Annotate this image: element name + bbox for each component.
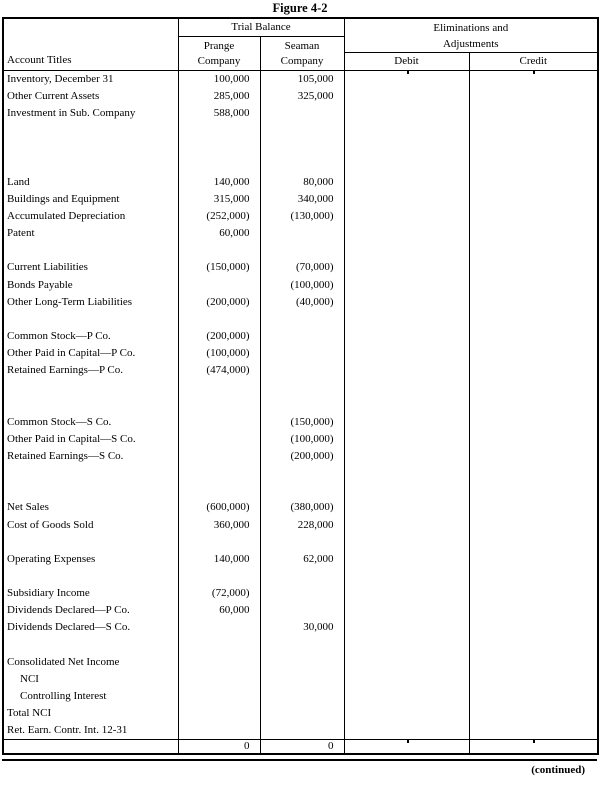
table-row	[3, 362, 598, 379]
table-footer	[3, 740, 598, 755]
account-title-cell: Dividends Declared—S Co.	[7, 621, 131, 634]
seaman-value-cell	[260, 585, 344, 602]
table-row	[3, 71, 598, 89]
credit-value-cell	[469, 465, 598, 482]
seaman-value-cell	[260, 157, 344, 174]
account-title-cell: Investment in Sub. Company	[7, 107, 136, 120]
credit-value-cell	[469, 482, 598, 499]
account-title-cell	[3, 157, 178, 174]
debit-header: Debit	[344, 53, 469, 71]
account-title-cell: Other Current Assets	[7, 90, 100, 103]
account-title-cell: Common Stock—S Co.	[7, 415, 112, 428]
seaman-value-cell: 105,000	[260, 71, 344, 89]
credit-value-cell	[469, 362, 598, 379]
credit-value-cell	[469, 517, 598, 534]
debit-value-cell	[344, 242, 469, 259]
table-row	[3, 465, 598, 482]
trial-balance-header: Trial Balance	[178, 18, 344, 37]
credit-value-cell	[469, 122, 598, 139]
eliminations-line1: Eliminations and	[433, 21, 509, 34]
seaman-value-cell	[260, 637, 344, 654]
account-title-cell	[3, 482, 178, 499]
totals-prange-cell: 0	[178, 740, 260, 755]
eliminations-line2: Adjustments	[442, 37, 499, 50]
credit-value-cell	[469, 568, 598, 585]
prange-value-cell	[178, 671, 260, 688]
figure-title: Figure 4-2	[272, 1, 328, 15]
table-row	[3, 448, 598, 465]
worksheet-body	[3, 71, 598, 740]
seaman-value-cell: (380,000)	[260, 499, 344, 516]
seaman-value-cell	[260, 139, 344, 156]
seaman-value-cell	[260, 534, 344, 551]
seaman-value-cell: (150,000)	[260, 414, 344, 431]
credit-value-cell	[469, 277, 598, 294]
seaman-value-cell	[260, 671, 344, 688]
credit-value-cell	[469, 619, 598, 636]
debit-value-cell	[344, 431, 469, 448]
prange-value-cell	[178, 139, 260, 156]
prange-value-cell	[178, 619, 260, 636]
table-row	[3, 242, 598, 259]
totals-credit-cell	[469, 740, 598, 755]
account-title-cell: Retained Earnings—P Co.	[7, 364, 123, 377]
credit-value-cell	[469, 551, 598, 568]
prange-value-cell	[178, 722, 260, 740]
debit-value-cell	[344, 448, 469, 465]
prange-value-cell	[178, 277, 260, 294]
credit-value-cell	[469, 688, 598, 705]
table-row	[3, 534, 598, 551]
seaman-value-cell	[260, 379, 344, 396]
prange-value-cell	[178, 568, 260, 585]
prange-value-cell	[178, 311, 260, 328]
prange-value-cell	[178, 482, 260, 499]
prange-value-cell: 315,000	[178, 191, 260, 208]
continued-label: (continued)	[531, 764, 585, 777]
table-row	[3, 602, 598, 619]
account-title-cell	[3, 379, 178, 396]
prange-value-cell	[178, 654, 260, 671]
debit-value-cell	[344, 105, 469, 122]
seaman-value-cell: (70,000)	[260, 259, 344, 276]
account-title-cell	[3, 534, 178, 551]
credit-value-cell	[469, 499, 598, 516]
account-title-cell: Other Paid in Capital—S Co.	[7, 432, 136, 445]
seaman-value-cell	[260, 328, 344, 345]
seaman-value-cell	[260, 465, 344, 482]
credit-value-cell	[469, 242, 598, 259]
eliminations-adjustments-header	[344, 18, 598, 53]
table-row	[3, 397, 598, 414]
seaman-value-cell	[260, 482, 344, 499]
prange-value-cell: 360,000	[178, 517, 260, 534]
prange-value-cell	[178, 242, 260, 259]
table-row	[3, 139, 598, 156]
table-row	[3, 105, 598, 122]
credit-value-cell	[469, 88, 598, 105]
table-row	[3, 259, 598, 276]
account-title-cell: Buildings and Equipment	[7, 192, 120, 205]
account-title-cell: Accumulated Depreciation	[7, 210, 126, 223]
account-title-cell	[3, 311, 178, 328]
totals-row	[3, 740, 598, 755]
prange-value-cell: 140,000	[178, 551, 260, 568]
debit-value-cell	[344, 602, 469, 619]
prange-value-cell: 60,000	[178, 602, 260, 619]
prange-value-cell: (252,000)	[178, 208, 260, 225]
debit-value-cell	[344, 328, 469, 345]
table-row	[3, 722, 598, 740]
account-titles-header: Account Titles	[3, 18, 178, 71]
credit-value-cell	[469, 139, 598, 156]
prange-value-cell: (150,000)	[178, 259, 260, 276]
credit-value-cell	[469, 397, 598, 414]
prange-value-cell	[178, 688, 260, 705]
account-title-cell: Consolidated Net Income	[7, 655, 120, 668]
seaman-value-cell: (200,000)	[260, 448, 344, 465]
credit-value-cell	[469, 345, 598, 362]
seaman-value-cell	[260, 122, 344, 139]
seaman-value-cell: (100,000)	[260, 431, 344, 448]
debit-value-cell	[344, 208, 469, 225]
account-title-cell: Retained Earnings—S Co.	[7, 450, 124, 463]
prange-value-cell	[178, 122, 260, 139]
debit-value-cell	[344, 397, 469, 414]
table-row	[3, 688, 598, 705]
debit-value-cell	[344, 259, 469, 276]
credit-value-cell	[469, 294, 598, 311]
prange-value-cell: 60,000	[178, 225, 260, 242]
table-row	[3, 499, 598, 516]
seaman-value-cell: (100,000)	[260, 277, 344, 294]
table-row	[3, 157, 598, 174]
account-title-cell: Common Stock—P Co.	[7, 330, 111, 343]
table-row	[3, 88, 598, 105]
table-row	[3, 654, 598, 671]
table-row	[3, 328, 598, 345]
seaman-value-cell	[260, 242, 344, 259]
credit-value-cell	[469, 311, 598, 328]
prange-value-cell: 588,000	[178, 105, 260, 122]
debit-value-cell	[344, 379, 469, 396]
totals-account-cell	[3, 740, 178, 755]
debit-value-cell	[344, 311, 469, 328]
prange-value-cell: 140,000	[178, 174, 260, 191]
credit-value-cell	[469, 225, 598, 242]
credit-value-cell	[469, 71, 598, 89]
credit-value-cell	[469, 654, 598, 671]
account-title-cell	[3, 465, 178, 482]
credit-value-cell	[469, 208, 598, 225]
account-title-cell: Operating Expenses	[7, 552, 96, 565]
seaman-value-cell	[260, 225, 344, 242]
debit-value-cell	[344, 122, 469, 139]
credit-value-cell	[469, 174, 598, 191]
prange-value-cell	[178, 431, 260, 448]
prange-value-cell	[178, 465, 260, 482]
seaman-value-cell	[260, 722, 344, 740]
seaman-value-cell: 325,000	[260, 88, 344, 105]
debit-value-cell	[344, 688, 469, 705]
debit-value-cell	[344, 722, 469, 740]
table-row	[3, 294, 598, 311]
table-row	[3, 225, 598, 242]
seaman-value-cell: 80,000	[260, 174, 344, 191]
debit-value-cell	[344, 414, 469, 431]
seaman-value-cell	[260, 362, 344, 379]
table-row	[3, 637, 598, 654]
debit-value-cell	[344, 482, 469, 499]
account-title-cell: Bonds Payable	[7, 278, 73, 291]
prange-value-cell	[178, 705, 260, 722]
table-row	[3, 379, 598, 396]
debit-value-cell	[344, 88, 469, 105]
credit-value-cell	[469, 534, 598, 551]
credit-value-cell	[469, 414, 598, 431]
debit-value-cell	[344, 174, 469, 191]
seaman-value-cell: 30,000	[260, 619, 344, 636]
seaman-value-cell: 62,000	[260, 551, 344, 568]
seaman-value-cell	[260, 397, 344, 414]
account-title-cell: Ret. Earn. Contr. Int. 12-31	[7, 724, 128, 737]
seaman-value-cell	[260, 705, 344, 722]
seaman-value-cell	[260, 688, 344, 705]
prange-value-cell: (200,000)	[178, 294, 260, 311]
seaman-value-cell	[260, 311, 344, 328]
debit-value-cell	[344, 551, 469, 568]
prange-value-cell: 100,000	[178, 71, 260, 89]
seaman-value-cell: 340,000	[260, 191, 344, 208]
account-title-cell	[3, 139, 178, 156]
account-title-cell: Patent	[7, 227, 35, 240]
account-title-cell: Controlling Interest	[20, 689, 107, 702]
debit-value-cell	[344, 191, 469, 208]
debit-value-cell	[344, 71, 469, 89]
credit-value-cell	[469, 431, 598, 448]
credit-value-cell	[469, 602, 598, 619]
account-title-cell: Cost of Goods Sold	[7, 518, 94, 531]
totals-seaman-cell: 0	[260, 740, 344, 755]
credit-value-cell	[469, 585, 598, 602]
account-title-cell: Total NCI	[7, 707, 52, 720]
credit-value-cell	[469, 157, 598, 174]
prange-value-cell	[178, 637, 260, 654]
credit-value-cell	[469, 637, 598, 654]
debit-value-cell	[344, 465, 469, 482]
prange-company-header: Prange Company	[178, 37, 260, 71]
account-title-cell: Net Sales	[7, 501, 49, 514]
debit-value-cell	[344, 637, 469, 654]
debit-value-cell	[344, 517, 469, 534]
prange-value-cell	[178, 414, 260, 431]
seaman-value-cell: 228,000	[260, 517, 344, 534]
credit-value-cell	[469, 671, 598, 688]
prange-value-cell	[178, 157, 260, 174]
debit-value-cell	[344, 654, 469, 671]
debit-value-cell	[344, 499, 469, 516]
debit-value-cell	[344, 225, 469, 242]
debit-value-cell	[344, 345, 469, 362]
account-title-cell: Subsidiary Income	[7, 587, 90, 600]
debit-value-cell	[344, 619, 469, 636]
seaman-value-cell	[260, 602, 344, 619]
debit-value-cell	[344, 671, 469, 688]
debit-value-cell	[344, 568, 469, 585]
account-title-cell: Other Long-Term Liabilities	[7, 295, 133, 308]
prange-value-cell: (474,000)	[178, 362, 260, 379]
account-title-cell: Current Liabilities	[7, 261, 88, 274]
account-title-cell: NCI	[20, 672, 39, 685]
table-row	[3, 517, 598, 534]
account-title-cell	[3, 568, 178, 585]
prange-value-cell: (72,000)	[178, 585, 260, 602]
table-row	[3, 482, 598, 499]
table-row	[3, 208, 598, 225]
prange-value-cell	[178, 397, 260, 414]
table-row	[3, 311, 598, 328]
table-row	[3, 671, 598, 688]
prange-value-cell: (200,000)	[178, 328, 260, 345]
prange-value-cell: 285,000	[178, 88, 260, 105]
seaman-value-cell	[260, 105, 344, 122]
bottom-double-rule	[2, 759, 597, 761]
debit-value-cell	[344, 534, 469, 551]
account-title-cell: Inventory, December 31	[7, 73, 114, 85]
table-row	[3, 431, 598, 448]
table-row	[3, 191, 598, 208]
seaman-value-cell: (130,000)	[260, 208, 344, 225]
table-row	[3, 345, 598, 362]
prange-value-cell: (100,000)	[178, 345, 260, 362]
account-title-cell: Land	[7, 175, 30, 188]
table-row	[3, 414, 598, 431]
account-title-cell: Dividends Declared—P Co.	[7, 604, 130, 617]
prange-value-cell	[178, 448, 260, 465]
credit-value-cell	[469, 259, 598, 276]
debit-value-cell	[344, 362, 469, 379]
debit-value-cell	[344, 705, 469, 722]
account-title-cell: Other Paid in Capital—P Co.	[7, 347, 136, 360]
prange-value-cell	[178, 379, 260, 396]
table-row	[3, 277, 598, 294]
debit-value-cell	[344, 157, 469, 174]
prange-value-cell: (600,000)	[178, 499, 260, 516]
debit-value-cell	[344, 277, 469, 294]
seaman-value-cell	[260, 568, 344, 585]
table-row	[3, 551, 598, 568]
seaman-value-cell	[260, 654, 344, 671]
account-title-cell	[3, 397, 178, 414]
account-title-cell	[3, 637, 178, 654]
seaman-value-cell	[260, 345, 344, 362]
seaman-value-cell: (40,000)	[260, 294, 344, 311]
prange-value-cell	[178, 534, 260, 551]
table-row	[3, 619, 598, 636]
credit-value-cell	[469, 722, 598, 740]
trial-balance-worksheet	[2, 17, 599, 755]
debit-value-cell	[344, 294, 469, 311]
table-row	[3, 585, 598, 602]
credit-value-cell	[469, 705, 598, 722]
credit-value-cell	[469, 105, 598, 122]
account-title-cell	[3, 122, 178, 139]
credit-header: Credit	[469, 53, 598, 71]
table-row	[3, 568, 598, 585]
table-row	[3, 174, 598, 191]
table-header	[3, 18, 598, 71]
credit-value-cell	[469, 379, 598, 396]
debit-value-cell	[344, 139, 469, 156]
credit-value-cell	[469, 448, 598, 465]
debit-value-cell	[344, 585, 469, 602]
credit-value-cell	[469, 191, 598, 208]
table-row	[3, 705, 598, 722]
table-row	[3, 122, 598, 139]
account-title-cell	[3, 242, 178, 259]
totals-debit-cell	[344, 740, 469, 755]
credit-value-cell	[469, 328, 598, 345]
seaman-company-header: Seaman Company	[260, 37, 344, 71]
